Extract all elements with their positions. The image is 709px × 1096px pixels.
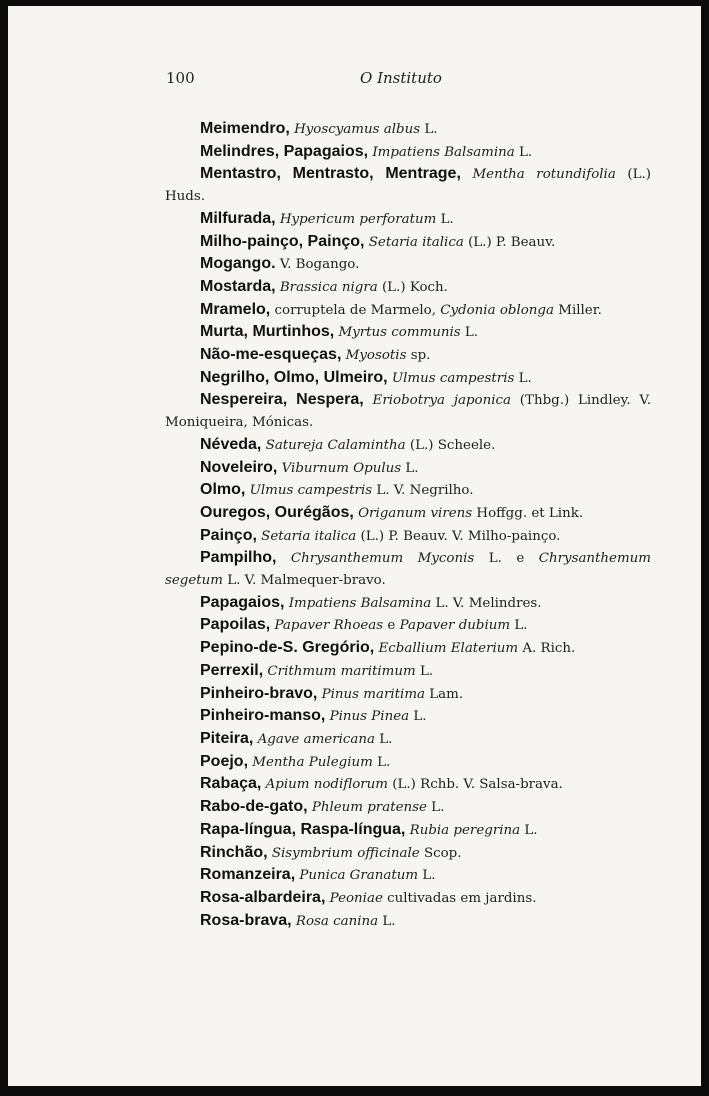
entry-term: Pampilho, — [200, 549, 277, 567]
entry-scientific-name: Setaria italica — [368, 234, 464, 250]
entry-scientific-name: Origanum virens — [358, 505, 473, 521]
entry-scientific-name: Hypericum perforatum — [279, 211, 437, 227]
entry-term: Rabo-de-gato, — [200, 798, 308, 816]
entry-term: Melindres, Papagaios, — [200, 142, 369, 160]
entry-scientific-name: Myrtus communis — [338, 325, 461, 341]
entry-scientific-name: Myosotis — [345, 348, 407, 364]
entry-text: A. Rich. — [518, 641, 576, 657]
entry-term: Milfurada, — [200, 209, 276, 227]
entry-scientific-name: Ulmus campestris — [391, 370, 515, 386]
entry-text: (L.) Rchb. V. Salsa-brava. — [388, 777, 563, 793]
entry-scientific-name: Satureja Calamintha — [265, 437, 406, 453]
entry-text: (L.) P. Beauv. V. Milho-painço. — [356, 528, 561, 544]
glossary-entry — [165, 637, 651, 660]
entry-term: Poejo, — [200, 752, 249, 770]
entry-term: Nespereira, Nespera, — [200, 391, 364, 409]
entry-text: (L.) Koch. — [377, 279, 448, 295]
entry-text: Miller. — [553, 302, 602, 318]
entry-scientific-name: Impatiens Balsamina — [288, 595, 432, 611]
entry-term: Murta, Murtinhos, — [200, 323, 335, 341]
entry-scientific-name: Brassica nigra — [279, 279, 378, 295]
entry-text: cultivadas em jardins. — [382, 890, 537, 906]
glossary-entry — [165, 231, 651, 254]
entry-scientific-name: Peoniae — [329, 890, 383, 906]
glossary-entry — [165, 614, 651, 637]
entry-text: L. — [374, 731, 393, 747]
glossary-entry — [165, 299, 651, 322]
entry-text: L. V. Melindres. — [431, 595, 542, 611]
entry-scientific-name: Ulmus campestris — [249, 483, 373, 499]
entry-term: Olmo, — [200, 481, 246, 499]
entry-text: L. — [460, 325, 479, 341]
glossary-entry — [165, 592, 651, 615]
entry-term: Pepino-de-S. Gregório, — [200, 639, 375, 657]
entry-text: L. — [520, 822, 538, 838]
glossary-entry — [165, 163, 651, 207]
entry-term: Rabaça, — [200, 775, 262, 793]
entry-text: Lam. — [425, 686, 464, 702]
glossary-entry — [165, 118, 651, 141]
glossary-entry — [165, 864, 651, 887]
entry-text: (Thbg.) Lindley. V. Moniqueira, Mónicas. — [165, 393, 651, 431]
entry-text: (L.) Huds. — [165, 167, 651, 205]
entry-text: V. Bogango. — [279, 257, 360, 273]
entry-term: Mramelo, — [200, 300, 271, 318]
entry-text: Hoffgg. et Link. — [472, 505, 584, 521]
entry-term: Rinchão, — [200, 843, 268, 861]
entry-text: (L.) Scheele. — [405, 437, 496, 453]
entry-text: L. V. Malmequer-bravo. — [223, 573, 386, 589]
entry-scientific-name: Phleum pratense — [311, 800, 427, 816]
entry-text: L. V. Negrilho. — [372, 483, 474, 499]
entry-term: Piteira, — [200, 729, 254, 747]
entry-scientific-name: Setaria italica — [261, 528, 357, 544]
glossary-entry — [165, 728, 651, 751]
entry-scientific-name: Rubia peregrina — [409, 822, 521, 838]
entry-term: Pinheiro-bravo, — [200, 684, 318, 702]
entry-term: Rosa-albardeira, — [200, 888, 326, 906]
entry-scientific-name: Papaver Rhoeas — [274, 618, 384, 634]
glossary-entry — [165, 751, 651, 774]
entry-text: L. — [401, 460, 419, 476]
entry-text: (L.) P. Beauv. — [463, 234, 556, 250]
entry-term: Mentastro, Mentrasto, Mentrage, — [200, 165, 461, 183]
entry-scientific-name: Sisymbrium officinale — [271, 845, 420, 861]
running-title: O Instituto — [360, 69, 442, 87]
entry-scientific-name: Hyoscyamus albus — [294, 122, 421, 137]
entry-text: L. — [372, 754, 391, 770]
entry-scientific-name: Pinus maritima — [321, 686, 426, 702]
entry-term: Milho-painço, Painço, — [200, 232, 365, 250]
glossary-entry — [165, 887, 651, 910]
entry-term: Rapa-língua, Raspa-língua, — [200, 820, 406, 838]
glossary-entry — [165, 705, 651, 728]
entry-scientific-name: Chrysanthemum Myconis — [290, 551, 475, 567]
entry-text: Scop. — [419, 845, 462, 861]
page-header — [8, 69, 701, 93]
entry-term: Painço, — [200, 526, 257, 544]
glossary-entry — [165, 321, 651, 344]
book-page — [8, 6, 701, 1086]
entry-term: Pinheiro-manso, — [200, 707, 326, 725]
entry-term: Meimendro, — [200, 120, 290, 137]
entry-term: Rosa-brava, — [200, 911, 292, 929]
entry-scientific-name: Viburnum Opulus — [281, 460, 402, 476]
glossary-entry — [165, 525, 651, 548]
entry-scientific-name: Impatiens Balsamina — [372, 144, 515, 160]
entry-text: L. — [436, 211, 454, 227]
glossary-entry — [165, 253, 651, 276]
entry-term: Romanzeira, — [200, 866, 296, 884]
entry-text: L. — [378, 913, 396, 929]
entry-term: Ouregos, Ourégãos, — [200, 503, 354, 521]
glossary-entry — [165, 344, 651, 367]
entry-term: Papagaios, — [200, 593, 285, 611]
entry-scientific-name: Mentha rotundifolia — [472, 167, 616, 183]
glossary-entry — [165, 842, 651, 865]
entry-term: Mogango. — [200, 255, 276, 273]
glossary-entry — [165, 208, 651, 231]
entry-text: L. — [426, 800, 445, 816]
entry-term: Perrexil, — [200, 661, 264, 679]
entry-text: L. e — [474, 551, 539, 567]
entry-text: L. — [514, 370, 532, 386]
entry-text: L. — [514, 144, 533, 160]
page-number: 100 — [166, 69, 195, 87]
glossary-entry — [165, 819, 651, 842]
entry-text: L. — [418, 868, 436, 884]
glossary-entry — [165, 479, 651, 502]
glossary-entry — [165, 141, 651, 164]
entry-term: Noveleiro, — [200, 458, 278, 476]
entry-text: sp. — [406, 348, 431, 364]
entry-scientific-name: Crithmum maritimum — [267, 663, 416, 679]
entry-scientific-name: Agave americana — [257, 731, 375, 747]
glossary-entry — [165, 434, 651, 457]
entry-scientific-name: Punica Granatum — [299, 868, 419, 884]
entry-text: e — [383, 618, 400, 634]
glossary-entry — [165, 910, 651, 933]
entry-term: Mostarda, — [200, 277, 276, 295]
entry-scientific-name: Papaver dubium — [399, 618, 511, 634]
glossary-entry — [165, 547, 651, 591]
entry-text: L. — [409, 709, 427, 725]
glossary-entry — [165, 660, 651, 683]
entry-scientific-name: Ecballium Elaterium — [378, 641, 519, 657]
entry-scientific-name: Mentha Pulegium — [252, 754, 373, 770]
glossary-entry — [165, 796, 651, 819]
entry-scientific-name: Cydonia oblonga — [440, 302, 554, 318]
glossary-entry — [165, 367, 651, 390]
glossary-entry — [165, 276, 651, 299]
glossary-entry — [165, 683, 651, 706]
entry-scientific-name: Rosa canina — [295, 913, 379, 929]
entry-text: corruptela de Marmelo, — [274, 302, 441, 318]
entry-text: L. — [510, 618, 528, 634]
glossary-entry — [165, 389, 651, 433]
entry-text: L. — [420, 122, 438, 137]
entry-scientific-name: Apium nodiflorum — [265, 777, 389, 793]
glossary-entry — [165, 773, 651, 796]
entry-term: Néveda, — [200, 435, 262, 453]
entry-scientific-name: Pinus Pinea — [329, 709, 410, 725]
glossary-entries — [165, 118, 651, 932]
entry-term: Não-me-esqueças, — [200, 346, 342, 364]
glossary-entry — [165, 457, 651, 480]
entry-scientific-name: Chrysanthemum segetum — [165, 551, 651, 589]
entry-term: Papoilas, — [200, 616, 271, 634]
entry-scientific-name: Eriobotrya japonica — [372, 393, 511, 409]
glossary-entry — [165, 502, 651, 525]
entry-term: Negrilho, Olmo, Ulmeiro, — [200, 368, 388, 386]
entry-text: L. — [415, 663, 434, 679]
